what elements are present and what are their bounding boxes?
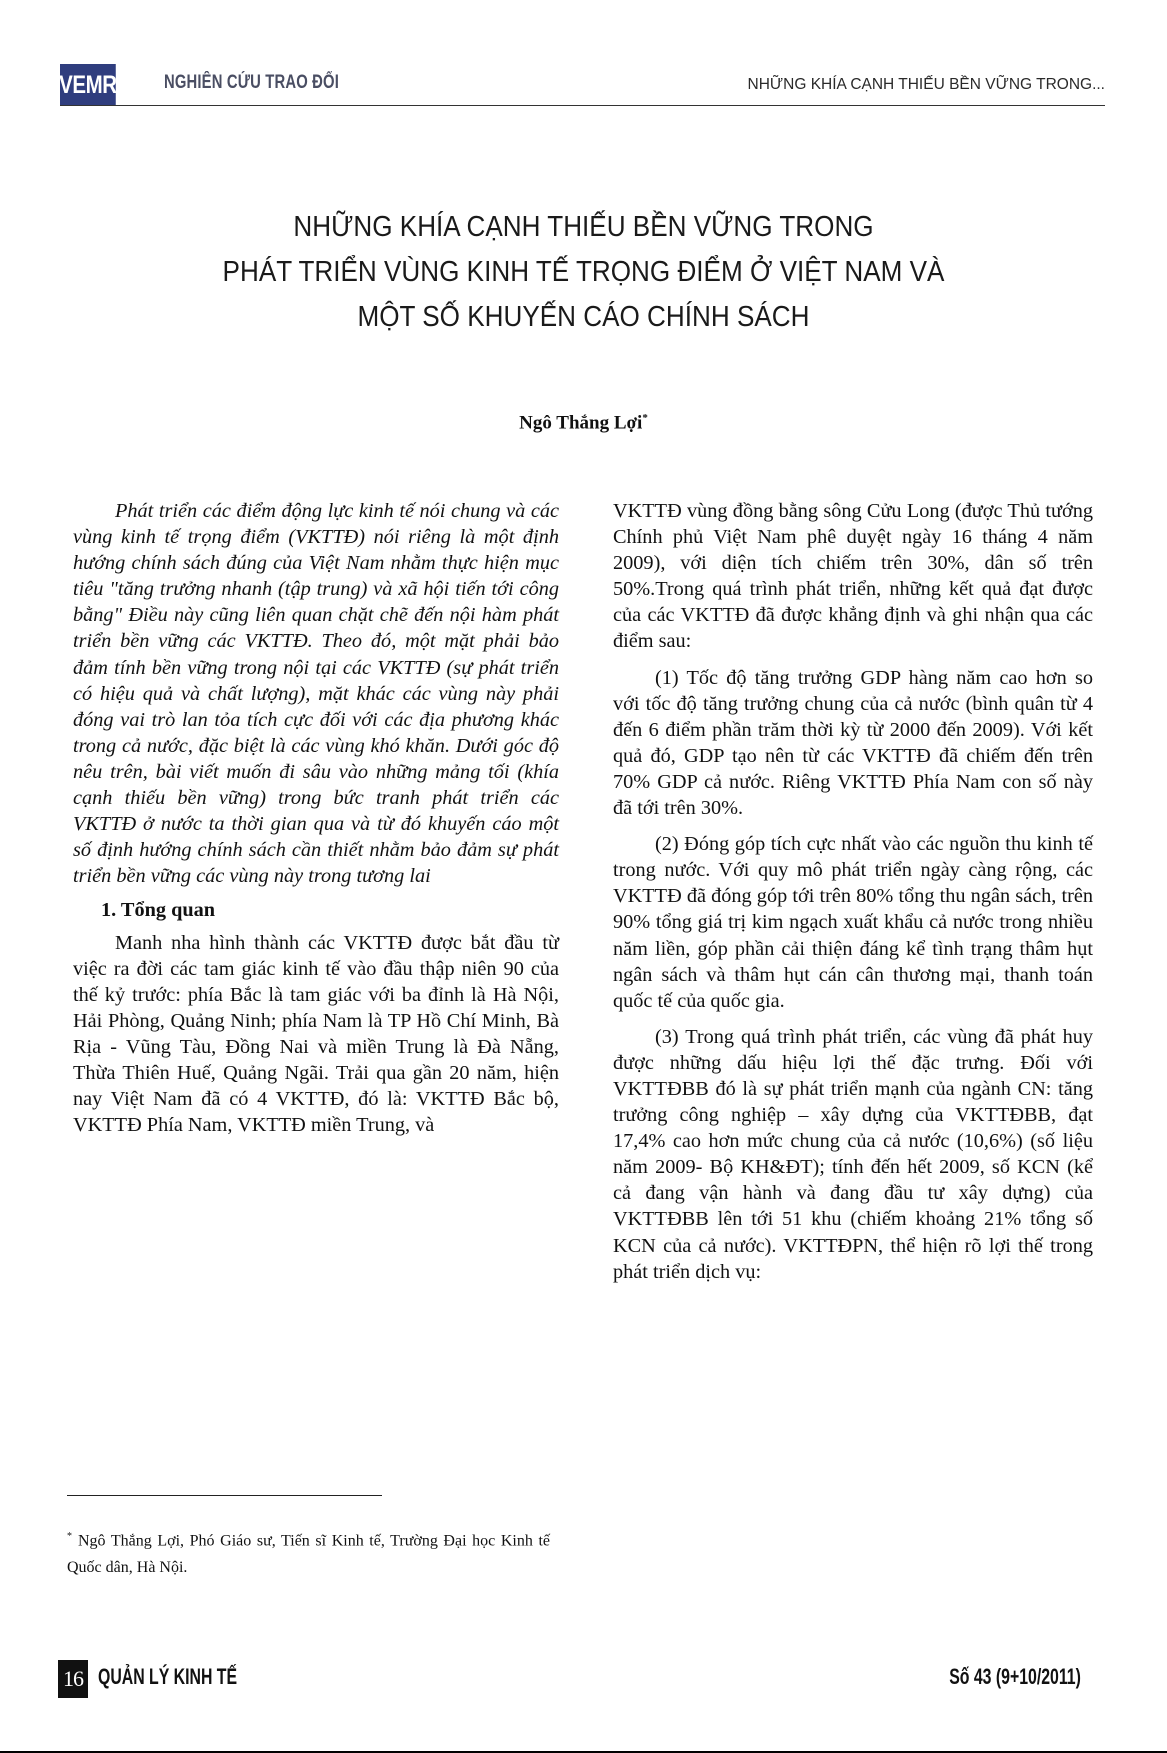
vemr-logo: VEMR bbox=[60, 64, 116, 106]
page-number: 16 bbox=[58, 1660, 88, 1698]
title-line-2: PHÁT TRIỂN VÙNG KINH TẾ TRỌNG ĐIỂM Ở VIỆT NAM VÀ bbox=[222, 256, 945, 288]
left-column bbox=[73, 498, 559, 1138]
author-footnote-mark: * bbox=[642, 412, 648, 424]
point-1: (1) Tốc độ tăng trưởng GDP hàng năm cao hơn so với tốc độ tăng trưởng chung của cả nước (bình quân từ 4 đến 6 điểm phần trăm thời kỳ từ 2000 đến 2009). Với kết quả đó, GDP tạo nên từ các VKTTĐ đã chiếm đến trên 70% GDP cả nước. Riêng VKTTĐ Phía Nam con số này đã tới trên 30%. bbox=[613, 666, 1093, 820]
author-byline bbox=[0, 412, 1167, 434]
body-paragraph: Manh nha hình thành các VKTTĐ được bắt đầu từ việc ra đời các tam giác kinh tế vào đầu thập niên 90 của thế kỷ trước: phía Bắc là tam giác với ba đỉnh là Hà Nội, Hải Phòng, Quảng Ninh; phía Nam là TP Hồ Chí Minh, Bà Rịa - Vũng Tàu, Đồng Nai và miền Trung là Đà Nẵng, Thừa Thiên Huế, Quảng Ngãi. Trải qua gần 20 năm, hiện nay Việt Nam đã có 4 VKTTĐ, đó là: VKTTĐ Bắc bộ, VKTTĐ Phía Nam, VKTTĐ miền Trung, và bbox=[73, 931, 559, 1137]
section-heading: 1. Tổng quan bbox=[101, 899, 216, 922]
point-2: (2) Đóng góp tích cực nhất vào các nguồn thu kinh tế trong nước. Với quy mô phát triển ngày càng rộng, các VKTTĐ đã đóng góp tới trên 80% tổng thu ngân sách, trên 90% tổng giá trị kim ngạch xuất khẩu cả nước trong nhiều năm liền, góp phần cải thiện đáng kể tình trạng thâm hụt ngân sách và thâm hụt cán cân thương mại, thanh toán quốc tế của quốc gia. bbox=[613, 833, 1093, 1012]
section-label: NGHIÊN CỨU TRAO ĐỔI bbox=[164, 72, 339, 93]
running-title: NHỮNG KHÍA CẠNH THIẾU BỀN VỮNG TRONG... bbox=[747, 76, 1105, 93]
issue-number: Số 43 (9+10/2011) bbox=[949, 1664, 1081, 1689]
title-line-1: NHỮNG KHÍA CẠNH THIẾU BỀN VỮNG TRONG bbox=[293, 211, 874, 243]
article-title bbox=[148, 205, 1018, 340]
right-column bbox=[613, 498, 1093, 1285]
footnote-mark: * bbox=[67, 1531, 72, 1542]
abstract: Phát triển các điểm động lực kinh tế nói chung và các vùng kinh tế trọng điểm (VKTTĐ) nói riêng là một định hướng chính sách đúng của Việt Nam nhằm thực hiện mục tiêu "tăng trưởng nhanh (tập trung) và xã hội tiến tới công bằng" Điều này cũng liên quan chặt chẽ đến nội hàm phát triển bền vững các VKTTĐ. Theo đó, một mặt phải bảo đảm tính bền vững trong nội tại các VKTTĐ (sự phát triển có hiệu quả và chất lượng), mặt khác các vùng này phải đóng vai trò lan tỏa tích cực đối với các địa phương khác trong cả nước, đặc biệt là các vùng khó khăn. Dưới góc độ nêu trên, bài viết muốn đi sâu vào những mảng tối (khía cạnh thiếu bền vững) trong bức tranh phát triển các VKTTĐ ở nước ta thời gian qua và từ đó khuyến cáo một số định hướng chính sách cần thiết nhằm bảo đảm sự phát triển bền vững các vùng này trong tương lai bbox=[73, 500, 559, 888]
title-line-3: MỘT SỐ KHUYẾN CÁO CHÍNH SÁCH bbox=[357, 301, 810, 333]
author-name: Ngô Thắng Lợi bbox=[519, 412, 643, 434]
body-paragraph-intro: VKTTĐ vùng đồng bằng sông Cửu Long (được Thủ tướng Chính phủ Việt Nam phê duyệt ngày 16 tháng 4 năm 2009), với diện tích chiếm trên 30%, dân số trên 50%.Trong quá trình phát triển, những kết quả đạt được của các VKTTĐ đã được khẳng định và ghi nhận qua các điểm sau: bbox=[613, 500, 1093, 653]
footnote bbox=[67, 1523, 550, 1581]
running-header bbox=[60, 64, 1105, 106]
footnote-text: Ngô Thắng Lợi, Phó Giáo sư, Tiến sĩ Kinh tế, Trường Đại học Kinh tế Quốc dân, Hà Nội. bbox=[67, 1532, 550, 1577]
footnote-rule bbox=[67, 1495, 382, 1496]
point-3: (3) Trong quá trình phát triển, các vùng đã phát huy được những dấu hiệu lợi thế đặc trưng. Đối với VKTTĐBB đó là sự phát triển mạnh của ngành CN: tăng trưởng công nghiệp – xây dựng của VKTTĐBB, đạt 17,4% cao hơn mức chung của cả nước (10,6%) (số liệu năm 2009- Bộ KH&ĐT); tính đến hết 2009, số KCN (kể cả đang vận hành và đang đầu tư xây dựng) của VKTTĐBB lên tới 51 khu (chiếm khoảng 21% tổng số KCN của cả nước). VKTTĐPN, thể hiện rõ lợi thế trong phát triển dịch vụ: bbox=[613, 1025, 1093, 1283]
journal-name: QUẢN LÝ KINH TẾ bbox=[98, 1664, 238, 1689]
header-rule bbox=[60, 105, 1105, 106]
